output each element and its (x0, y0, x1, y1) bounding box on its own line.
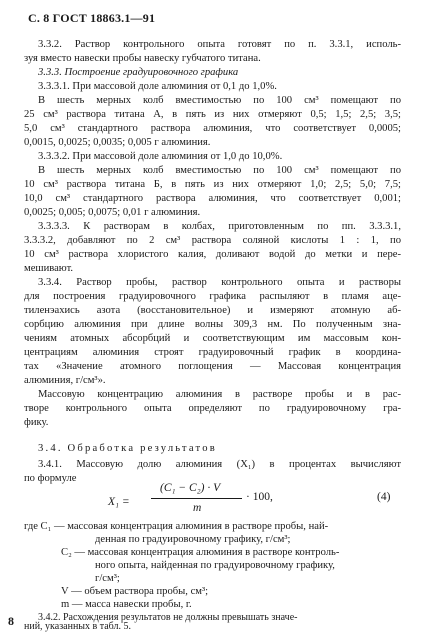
text-line: тах «Значение атомного поглощения — Массовая концентрация (24, 361, 401, 372)
where-line: денная по градуировочному графику, г/см³; (95, 534, 291, 545)
text-line: 3.3.3.2, добавляют по 2 см³ раствора соляной кислоты 1 : 1, по (24, 235, 401, 246)
text-line: алюминия, г/см³». (24, 375, 106, 386)
formula-factor: · 100, (246, 491, 273, 503)
section-heading: 3.4. Обработка результатов (38, 443, 217, 454)
text-line: центрациям алюминия строят градуировочный график в координа- (24, 347, 401, 358)
text-line: В шесть мерных колб вместимостью по 100 см³ помещают по (38, 95, 401, 106)
section-heading: 3.3.3. Построение градуировочного графика (38, 67, 239, 78)
text-line: 3.3.2. Раствор контрольного опыта готовят по п. 3.3.1, исполь- (38, 39, 401, 50)
text-line: чениям атомных абсорбций и соответствующим им массовым кон- (24, 333, 401, 344)
text-line: 3.3.3.3. К растворам в колбах, приготовленным по пп. 3.3.3.1, (38, 221, 401, 232)
page-header: С. 8 ГОСТ 18863.1—91 (28, 11, 156, 25)
text-line: для построения градуировочного графика распыляют в пламя аце- (24, 291, 401, 302)
where-line: m — масса навески пробы, г. (61, 599, 192, 610)
where-line: ного опыта, найденная по градуировочному графику, (95, 560, 335, 571)
text-line: зуя вместо навески пробы навеску губчатого титана. (24, 53, 261, 64)
text-line: 10,0 см³ стандартного раствора алюминия, что соответствует 0,001; (24, 193, 401, 204)
text-line: 5,0 см³ стандартного раствора алюминия, что соответствует 0,0005; (24, 123, 401, 134)
text-line: творе контрольного опыта определяют по градуировочному гра- (24, 403, 401, 414)
text-line: 0,0025; 0,005; 0,0075; 0,01 г алюминия. (24, 207, 201, 218)
where-line: г/см³; (95, 573, 120, 584)
text-line: мешивают. (24, 263, 74, 274)
formula-denominator: m (193, 502, 202, 514)
text-line: 0,0015, 0,0025; 0,0035; 0,005 г алюминия. (24, 137, 211, 148)
text-line: 10 см³ раствора титана Б, в пять из них отмеряют 1,0; 2,5; 5,0; 7,5; (24, 179, 401, 190)
formula-number: (4) (377, 491, 391, 503)
text-line: сорбцию алюминия при длине волны 309,3 нм. По полученным зна- (24, 319, 401, 330)
text-line: 3.3.3.1. При массовой доле алюминия от 0,1 до 1,0%. (38, 81, 277, 92)
text-line: 25 см³ раствора титана А, в пять из них отмеряют 0,5; 1,5; 2,5; 3,5; (24, 109, 401, 120)
page-number: 8 (8, 614, 14, 628)
where-line: где C₁ — массовая концентрация алюминия в растворе пробы, най- (24, 521, 329, 532)
text-line: по формуле (24, 473, 77, 484)
formula-numerator: (C₁ − C₂) · V (160, 482, 221, 494)
fraction-bar (151, 498, 242, 499)
text-line: фику. (24, 417, 49, 428)
text-line: 3.3.4. Раствор пробы, раствор контрольного опыта и растворы (38, 277, 401, 288)
footer-text-line: ний, указанных в табл. 5. (24, 621, 131, 632)
text-line: 3.4.1. Массовую долю алюминия (X₁) в процентах вычисляют (38, 459, 401, 470)
text-line: тиленэахись азота (восстановительное) и измеряют атомную аб- (24, 305, 401, 316)
where-line: V — объем раствора пробы, см³; (61, 586, 209, 597)
formula-lhs: X₁ = (108, 496, 130, 508)
text-line: 10 см³ раствора хлористого калия, доливают водой до метки и пере- (24, 249, 401, 260)
where-line: C₂ — массовая концентрация алюминия в растворе контроль- (61, 547, 340, 558)
text-line: 3.3.3.2. При массовой доле алюминия от 1,0 до 10,0%. (38, 151, 283, 162)
footer-text-line: 3.4.2. Расхождения результатов не должны превышать значе- (38, 612, 298, 623)
text-line: Массовую концентрацию алюминия в растворе пробы и в рас- (38, 389, 401, 400)
text-line: В шесть мерных колб вместимостью по 100 см³ помещают по (38, 165, 401, 176)
